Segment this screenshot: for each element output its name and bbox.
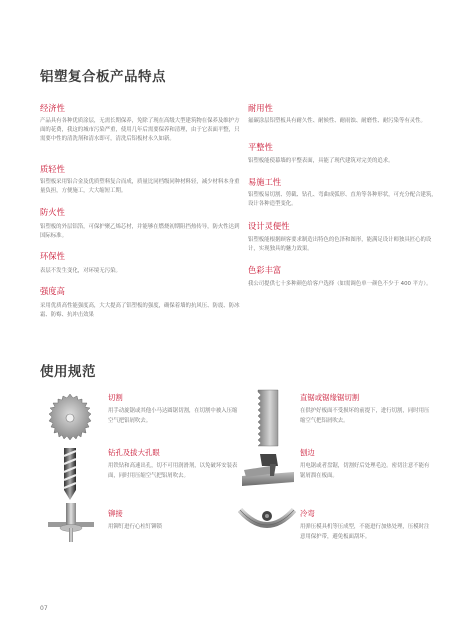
feature-title: 质轻性 (40, 164, 65, 174)
tool-text: 用弹压模具机等压成型，不能进行加热处理，压模时注意用保护带，避免板面刮坏。 (300, 524, 430, 540)
feature-title: 耐用性 (248, 103, 273, 113)
drill-bit-icon (50, 446, 90, 502)
feature-text: 铝塑板采用铝合金及优质塑料复合而成，质量比同档级同种材料轻，减少材料本身重量负担，方便施工，大大缩短工期。 (40, 179, 240, 194)
feature-text: 氟碳涂层铝塑板具有耐久性、耐候性、耐雨蚀、耐磨性、耐污染等有灵性。 (248, 118, 426, 124)
page-number: 07 (40, 605, 48, 612)
planing-icon (240, 450, 296, 490)
tool-text: 用铁钻和高速出孔，切不可用润滑剂，以免破坏安装表面，同时用压缩空气把铝屑吹去。 (108, 463, 238, 479)
tool-title: 铆接 (108, 509, 123, 518)
feature-title: 强度高 (40, 286, 65, 296)
feature-text: 铝塑板易切割、剪截、钻孔、弯曲成弧形、直角等各种形状，可充分配合建筑，设计各种造型变化。 (248, 192, 437, 207)
tool-text: 用电锯或者盘锯，切割好后处理毛边。密切注意不能有锯屑溜在板面。 (300, 463, 430, 479)
feature-title: 环保性 (40, 251, 65, 261)
straight-saw-icon (250, 388, 290, 448)
saw-blade-icon (40, 393, 100, 443)
usage-title: 使用规范 (40, 364, 96, 380)
feature-text: 产品具有各种优质涂层，无需长期保养，免除了现在高级大型建筑物在保养及维护方面的花费，我这的城市污染严重，使用几年后需要保养和清理，由于它表面平整，只需要中性的清洗剂和清水即可，清洗后铝板材永久如新。 (40, 118, 240, 142)
tool-title: 直锯或锯缘锯切割 (300, 393, 360, 402)
tool-title: 钻孔及拔大孔眼 (108, 448, 160, 457)
feature-title: 平整性 (248, 142, 273, 152)
feature-text: 铝塑板能根据顾客要求制造出特色的色泽和图形，能满足设计师独具匠心的设计，实现独具的魅力效果。 (248, 237, 432, 252)
tool-text: 在供护好板面不受损坏的前提下，进行切割，同时用压缩空气把铝屑吹去。 (300, 408, 430, 424)
tool-title: 刨边 (300, 448, 315, 457)
tool-text: 用铆钉进行心柱钉铆锁 (108, 524, 162, 530)
rivet-icon (46, 500, 96, 546)
feature-title: 设计灵便性 (248, 221, 290, 231)
tool-title: 切割 (108, 393, 123, 402)
feature-text: 铝塑板的外层铝箔，可保护聚乙烯芯材，并能够在燃烧初期阻挡热传导，防火性达到国际标准。 (40, 224, 240, 239)
feature-title: 防火性 (40, 207, 65, 217)
tool-text: 用手动旋锯或其他小马达圆锯切割，在切割中被入压缩空气把铝屑吹去。 (108, 408, 238, 424)
feature-title: 经济性 (40, 103, 65, 113)
feature-text: 采用优质高性能强度高，大大提高了铝塑板的强度，确保着墙的抗风压、防震、防冰霜、防霉、抗冲击效果 (40, 303, 240, 318)
feature-text: 表层不发生变化，对环境无污染。 (40, 268, 121, 274)
feature-title: 易施工性 (248, 177, 282, 187)
feature-text: 我公司提供七十多种颜色给客户选择（如需调色单一颜色不少于 400 平方）。 (248, 281, 432, 287)
tool-title: 冷弯 (300, 509, 315, 518)
page-title: 铝塑复合板产品特点 (40, 69, 166, 85)
feature-text: 铝塑板能使幕墙的平整表面，具能了现代建筑对完美的追求。 (248, 158, 394, 164)
cold-bend-icon (238, 500, 296, 542)
feature-title: 色彩丰富 (248, 265, 282, 275)
